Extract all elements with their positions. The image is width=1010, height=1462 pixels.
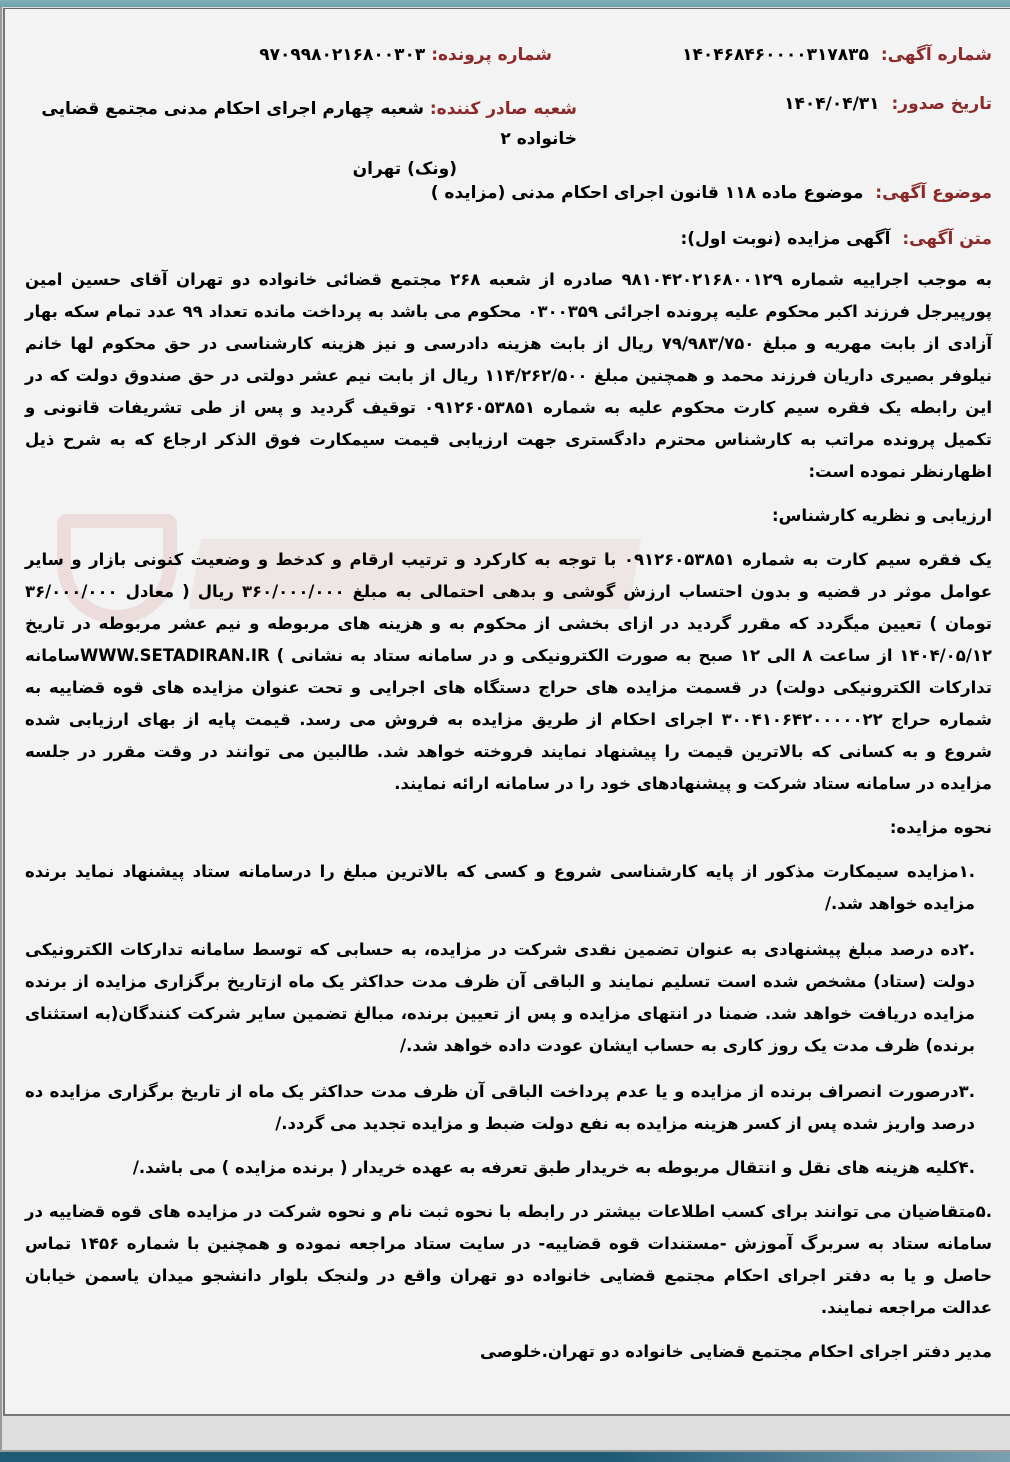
notice-header	[5, 9, 1010, 264]
issue-date: ۱۴۰۴/۰۴/۳۱	[784, 94, 880, 114]
subject-label: موضوع آگهی:	[875, 183, 992, 203]
expert-paragraph: یک فقره سیم کارت به شماره ۰۹۱۲۶۰۵۳۸۵۱ با توجه به کارکرد و ترتیب ارقام و کدخط و وضعیت کنونی بازار و سایر عوامل موثر در قضیه و بدون احتساب ارزش گوشی و بدهی احتمالی به مبلغ ۳۶۰/۰۰۰/۰۰۰ ریال ( معادل ۳۶/۰۰۰/۰۰۰ تومان ) تعیین میگردد که مقرر گردید در ازای بخشی از محکوم به و هزینه های مربوطه و نیم عشر مربوطه در تاریخ ۱۴۰۴/۰۵/۱۲ از ساعت ۸ الی ۱۲ صبح به صورت الکترونیکی و در سامانه ستاد به نشانی ) WWW.SETADIRAN.IRسامانه تدارکات الکترونیکی دولت) در قسمت مزایده های حراج دستگاه های اجرایی و تحت عنوان مزایده های قوه قضاییه به شماره حراج ۳۰۰۴۱۰۶۴۲۰۰۰۰۰۲۲ اجرای احکام از طریق مزایده به فروش می رسد. قیمت پایه از بهای ارزیابی شده شروع و به کسانی که بالاترین قیمت را پیشنهاد نمایند فروخته خواهد شد. طالبین می توانند در وقت مقرر در جلسه مزایده در سامانه ستاد شرکت و پیشنهادهای خود را در سامانه ارائه نمایند.	[25, 550, 993, 793]
file-number: ۹۷۰۹۹۸۰۲۱۶۸۰۰۳۰۳	[259, 45, 426, 65]
file-number-label: شماره پرونده:	[431, 45, 552, 65]
method-item-2: .۲ده درصد مبلغ پیشنهادی به عنوان تضمین نقدی شرکت در مزایده، به حسابی که توسط سامانه تدارکات الکترونیکی دولت (ستاد) مشخص شده است تسلیم نمایند و الباقی آن ظرف مدت حداکثر یک ماه ازتاریخ برگزاری مزایده از برنده مزایده دریافت خواهد شد. ضمنا در انتهای مزایده و پس از تعیین برنده، مبالغ تضمین سایر شرکت کنندگان(به استثنای برنده) ظرف مدت یک روز کاری به حساب ایشان عودت داده خواهد شد./	[25, 940, 975, 1055]
text-title-row	[680, 229, 992, 249]
window-frame	[0, 7, 1010, 1450]
issuing-branch: شعبه چهارم اجرای احکام مدنی مجتمع قضایی خانواده ۲	[41, 99, 577, 149]
text-label: متن آگهی:	[902, 229, 992, 249]
issue-date-row	[784, 94, 992, 114]
ad-number-row	[682, 45, 992, 65]
file-number-row	[259, 45, 552, 65]
method-item-5: .۵متقاضیان می توانند برای کسب اطلاعات بیشتر در رابطه با نحوه ثبت نام و نحوه شرکت در مزایده های قوه قضاییه در سامانه ستاد به سربرگ آموزش -مستندات قوه قضاییه- در سایت ستاد مراجعه نموده و همچنین با شماره ۱۴۵۶ تماس حاصل و یا به دفتر اجرای احکام مجتمع قضایی خانواده دو تهران واقع در ولنجک بلوار دانشجو میدان یاسمن خیابان عدالت مراجعه نمایند.	[25, 1202, 992, 1317]
method-item-1: .۱مزایده سیمکارت مذکور از پایه کارشناسی شروع و کسی که بالاترین مبلغ را درسامانه ستاد پیشنهاد نماید برنده مزایده خواهد شد./	[25, 862, 975, 913]
ad-number: ۱۴۰۴۶۸۴۶۰۰۰۰۳۱۷۸۳۵	[682, 45, 869, 65]
window-top-bar	[0, 0, 1010, 7]
subject-row	[431, 183, 992, 203]
text-title: آگهی مزایده (نوبت اول):	[680, 229, 891, 249]
notice-body	[5, 264, 1010, 1368]
expert-heading: ارزیابی و نظریه کارشناس:	[772, 506, 992, 525]
intro-paragraph: به موجب اجراییه شماره ۹۸۱۰۴۲۰۲۱۶۸۰۰۱۲۹ صادره از شعبه ۲۶۸ مجتمع قضائی خانواده دو تهران آقای حسین امین پورپیرجل فرزند اکبر محکوم علیه پرونده اجرائی ۰۳۰۰۳۵۹ محکوم می باشد به پرداخت مانده تعداد ۹۹ عدد تمام سکه بهار آزادی از بابت مهریه و مبلغ ۷۹/۹۸۳/۷۵۰ ریال از بابت هزینه دادرسی و نیز هزینه کارشناسی در حق محکوم لها خانم نیلوفر بصیری داریان فرزند محمد و همچنین مبلغ ۱۱۴/۲۶۲/۵۰۰ ریال از بابت نیم عشر دولتی در حق صندوق دولت که در این رابطه یک فقره سیم کارت محکوم علیه به شماره ۰۹۱۲۶۰۵۳۸۵۱ توقیف گردید و پس از طی تشریفات قانونی و تکمیل پرونده مراتب به کارشناس محترم دادگستری جهت ارزیابی قیمت سیمکارت فوق الذکر ارجاع که به شرح ذیل اظهارنظر نموده است:	[25, 270, 993, 481]
method-item-4: .۴کلیه هزینه های نقل و انتقال مربوطه به خریدار طبق تعرفه به عهده خریدار ( برنده مزایده ) می باشد./	[132, 1158, 975, 1177]
issuing-branch-label: شعبه صادر کننده:	[429, 99, 577, 119]
window-bottom-bar	[0, 1450, 1010, 1462]
notice-panel	[3, 8, 1010, 1416]
subject: موضوع ماده ۱۱۸ قانون اجرای احکام مدنی (مزایده )	[430, 183, 864, 203]
ad-number-label: شماره آگهی:	[880, 45, 992, 65]
method-heading: نحوه مزایده:	[889, 818, 992, 837]
issue-date-label: تاریخ صدور:	[891, 94, 992, 114]
method-item-3: .۳درصورت انصراف برنده از مزایده و یا عدم پرداخت الباقی آن ظرف مدت حداکثر یک ماه از تاریخ برگزاری مزایده ده درصد واریز شده پس از کسر هزینه مزایده به نفع دولت ضبط و مزایده تجدید می گردد./	[25, 1082, 975, 1133]
signature: مدیر دفتر اجرای احکام مجتمع قضایی خانواده دو تهران.خلوصی	[480, 1342, 992, 1361]
issuing-branch-row	[25, 94, 577, 184]
issuing-branch-line2: (ونک) تهران	[352, 159, 457, 179]
